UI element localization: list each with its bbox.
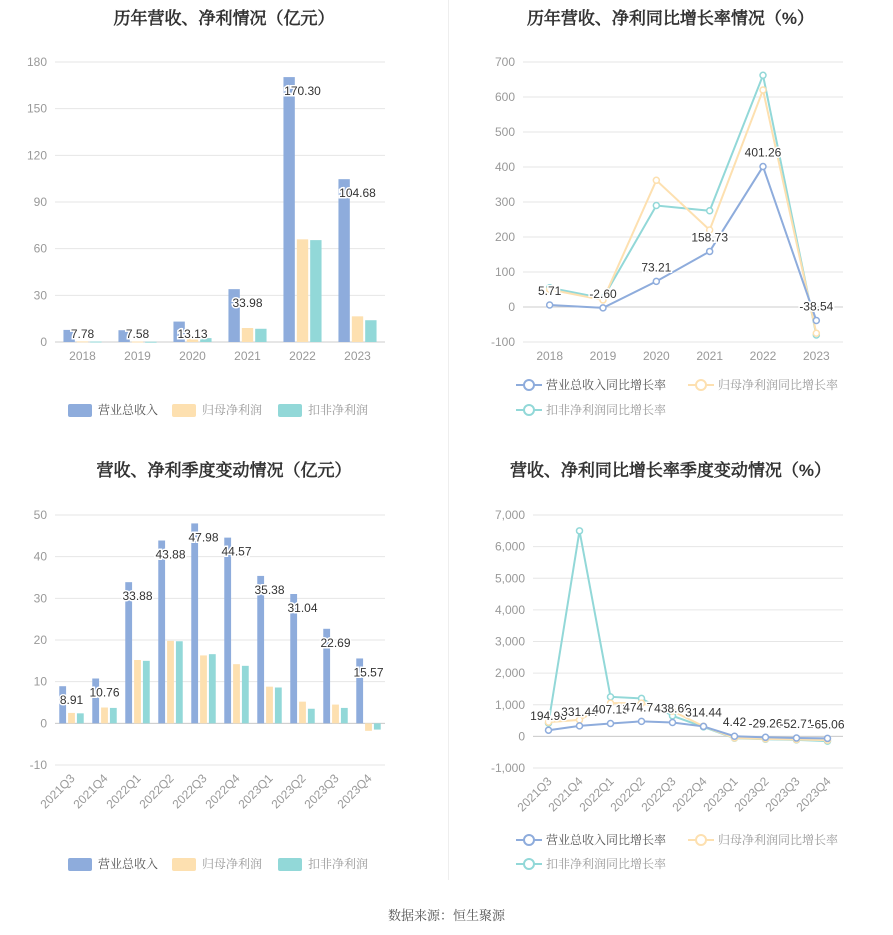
y-tick-label: 0: [508, 300, 515, 314]
bar-deducted: [209, 654, 216, 723]
bar-parent: [132, 342, 143, 343]
bar-revenue: [257, 576, 264, 723]
data-label: 407.15: [592, 702, 629, 717]
data-label: -52.71: [779, 717, 814, 732]
x-tick-label: 2021Q4: [70, 771, 111, 812]
bar-deducted: [255, 329, 266, 342]
point-revenue: [600, 305, 606, 311]
bar-deducted: [90, 342, 101, 343]
legend-label-revenue: 营业总收入: [98, 857, 159, 871]
legend-swatch-deducted: [278, 858, 302, 871]
point-deducted: [577, 528, 583, 534]
x-tick-label: 2022Q1: [576, 774, 617, 815]
x-tick-label: 2020: [642, 349, 670, 363]
data-label: -65.06: [810, 717, 845, 732]
chart-title: 营收、净利季度变动情况（亿元）: [96, 461, 352, 480]
y-tick-label: 5,000: [494, 571, 525, 586]
point-revenue: [639, 718, 645, 724]
x-tick-label: 2021Q3: [514, 774, 555, 815]
data-label: 15.57: [353, 665, 384, 680]
data-label: 314.44: [685, 705, 722, 720]
bar-deducted: [365, 320, 376, 342]
data-label: -2.60: [589, 286, 617, 301]
chart-title: 历年营收、净利同比增长率情况（%）: [526, 9, 815, 28]
data-label: 7.78: [70, 327, 95, 341]
chart-title: 营收、净利同比增长率季度变动情况（%）: [509, 461, 832, 480]
point-parent: [760, 87, 766, 93]
legend-label-parent: 归母净利润同比增长率: [718, 378, 839, 392]
x-tick-label: 2022Q1: [103, 771, 144, 812]
bar-deducted: [77, 713, 84, 723]
x-tick-label: 2023: [344, 349, 371, 363]
bar-parent: [200, 655, 207, 723]
chart-quarterly-amount-svg: [0, 450, 448, 890]
y-tick-label: -1,000: [490, 761, 525, 775]
bar-parent: [68, 713, 75, 723]
legend-label-parent: 归母净利润同比增长率: [718, 833, 839, 847]
bar-parent: [365, 723, 372, 731]
point-revenue: [707, 248, 713, 254]
data-label: 35.38: [254, 582, 285, 597]
legend-label-deducted: 扣非净利润同比增长率: [546, 857, 667, 871]
bar-parent: [352, 316, 363, 342]
chart-annual-amount-svg: [0, 0, 448, 430]
data-label: 104.68: [339, 186, 376, 201]
y-tick-label: 200: [494, 230, 515, 244]
chart-quarterly-amount: [0, 450, 448, 890]
bar-revenue: [283, 77, 294, 342]
data-label: 47.98: [188, 530, 219, 545]
data-source: 数据来源：恒生聚源: [387, 908, 505, 923]
data-label: 4.42: [722, 715, 747, 730]
x-tick-label: 2023Q3: [301, 771, 342, 812]
point-revenue: [701, 723, 707, 729]
x-tick-label: 2023Q1: [700, 774, 741, 815]
legend-label-deducted: 扣非净利润同比增长率: [546, 403, 667, 417]
y-tick-label: 60: [33, 241, 47, 256]
legend-swatch-parent: [172, 858, 196, 871]
y-tick-label: 0: [40, 335, 47, 349]
y-tick-label: 3,000: [494, 634, 525, 649]
chart-quarterly-growth: [448, 450, 893, 890]
x-tick-label: 2022Q3: [169, 771, 210, 812]
point-revenue: [732, 733, 738, 739]
bar-deducted: [341, 708, 348, 723]
point-revenue: [547, 302, 553, 308]
data-label: 31.04: [287, 601, 318, 615]
data-label: 158.73: [691, 230, 729, 245]
x-tick-label: 2019: [124, 349, 151, 363]
x-tick-label: 2018: [536, 349, 564, 363]
data-label: 44.57: [221, 544, 252, 559]
data-label: 33.98: [232, 296, 263, 311]
chart-annual-growth-svg: [448, 0, 893, 430]
bar-parent: [297, 239, 308, 342]
bar-deducted: [110, 708, 117, 723]
bar-deducted: [275, 688, 282, 724]
y-tick-label: 40: [33, 549, 47, 564]
y-tick-label: 10: [33, 674, 47, 689]
x-tick-label: 2023Q2: [731, 774, 772, 815]
data-label: 13.13: [177, 327, 208, 341]
bar-revenue: [191, 523, 198, 723]
data-label: 73.21: [641, 260, 672, 275]
x-tick-label: 2023: [802, 349, 830, 363]
y-tick-label: 50: [33, 508, 47, 522]
point-deducted: [707, 208, 713, 214]
legend-marker-parent: [696, 835, 706, 845]
point-parent: [813, 330, 819, 336]
x-tick-label: 2022: [749, 349, 777, 363]
x-tick-label: 2021Q3: [37, 771, 78, 812]
bar-deducted: [143, 661, 150, 724]
y-tick-label: 90: [33, 195, 47, 209]
bar-parent: [167, 641, 174, 724]
y-tick-label: 120: [26, 148, 47, 163]
x-tick-label: 2022: [289, 349, 316, 363]
legend-swatch-revenue: [68, 404, 92, 417]
x-tick-label: 2023Q1: [235, 771, 276, 812]
x-tick-label: 2021Q4: [545, 774, 586, 815]
data-label: 7.58: [125, 327, 150, 341]
data-label: -38.54: [799, 299, 834, 314]
data-label: 438.66: [654, 701, 691, 716]
data-label: 194.96: [530, 709, 567, 724]
point-revenue: [763, 734, 769, 740]
bar-deducted: [374, 723, 381, 729]
legend-marker-revenue: [524, 835, 534, 845]
y-tick-label: 20: [33, 633, 47, 647]
x-tick-label: 2022Q4: [202, 771, 243, 812]
chart-quarterly-growth-svg: [448, 450, 893, 890]
point-deducted: [653, 203, 659, 209]
y-tick-label: 300: [494, 195, 515, 209]
legend-marker-deducted: [524, 859, 534, 869]
bar-deducted: [242, 666, 249, 724]
chart-annual-amount: [0, 0, 448, 430]
data-label: -29.26: [748, 716, 783, 731]
bar-parent: [233, 664, 240, 723]
bar-parent: [299, 702, 306, 724]
data-label: 170.30: [284, 84, 321, 99]
y-tick-label: 7,000: [494, 508, 525, 522]
bar-parent: [266, 687, 273, 724]
x-tick-label: 2019: [589, 349, 617, 363]
legend-label-revenue: 营业总收入同比增长率: [546, 378, 667, 392]
y-tick-label: 150: [26, 101, 47, 116]
legend-label-deducted: 扣非净利润: [308, 857, 369, 871]
data-label: 33.88: [122, 589, 153, 604]
legend-label-parent: 归母净利润: [202, 403, 263, 417]
y-tick-label: 6,000: [494, 539, 525, 554]
x-tick-label: 2021: [234, 349, 261, 363]
bar-parent: [101, 708, 108, 724]
x-tick-label: 2023Q2: [268, 771, 309, 812]
x-tick-label: 2023Q4: [793, 774, 834, 815]
point-parent: [653, 177, 659, 183]
legend-label-parent: 归母净利润: [202, 857, 263, 871]
y-tick-label: 600: [494, 90, 515, 104]
y-tick-label: 100: [494, 265, 515, 279]
y-tick-label: 30: [33, 288, 47, 303]
legend-label-revenue: 营业总收入同比增长率: [546, 833, 667, 847]
y-tick-label: 700: [494, 55, 515, 69]
x-tick-label: 2020: [179, 349, 206, 363]
bar-parent: [242, 328, 253, 342]
legend-label-deducted: 扣非净利润: [308, 403, 369, 417]
y-tick-label: -100: [490, 335, 515, 349]
bar-parent: [77, 341, 88, 342]
chart-annual-growth: [448, 0, 893, 430]
x-tick-label: 2021: [696, 349, 724, 363]
point-revenue: [813, 317, 819, 323]
legend-swatch-parent: [172, 404, 196, 417]
bar-revenue: [338, 179, 349, 342]
bar-deducted: [145, 342, 156, 343]
bar-revenue: [158, 541, 165, 724]
bar-deducted: [308, 709, 315, 724]
legend-marker-revenue: [524, 380, 534, 390]
data-label: 22.69: [320, 635, 351, 650]
y-tick-label: 4,000: [494, 602, 525, 617]
bar-revenue: [125, 582, 132, 723]
y-tick-label: 180: [26, 55, 47, 69]
bar-deducted: [176, 641, 183, 723]
legend-swatch-deducted: [278, 404, 302, 417]
data-label: 8.91: [59, 693, 84, 708]
data-label: 5.71: [537, 284, 562, 299]
point-revenue: [577, 723, 583, 729]
point-revenue: [825, 735, 831, 741]
y-tick-label: 0: [40, 716, 47, 731]
x-tick-label: 2023Q3: [762, 774, 803, 815]
y-tick-label: 0: [518, 729, 525, 744]
point-revenue: [608, 720, 614, 726]
x-tick-label: 2022Q2: [136, 771, 177, 812]
y-tick-label: -10: [29, 758, 47, 772]
point-revenue: [794, 735, 800, 741]
point-revenue: [653, 278, 659, 284]
point-deducted: [760, 72, 766, 78]
data-label: 10.76: [89, 685, 120, 700]
y-tick-label: 400: [494, 160, 515, 174]
x-tick-label: 2018: [69, 349, 96, 363]
y-tick-label: 1,000: [494, 697, 525, 712]
x-tick-label: 2023Q4: [334, 771, 375, 812]
y-tick-label: 500: [494, 125, 515, 139]
x-tick-label: 2022Q3: [638, 774, 679, 815]
legend-marker-deducted: [524, 405, 534, 415]
chart-title: 历年营收、净利情况（亿元）: [113, 9, 335, 28]
bar-parent: [134, 660, 141, 723]
point-revenue: [760, 164, 766, 170]
data-label: 331.44: [561, 704, 598, 719]
point-deducted: [608, 694, 614, 700]
point-revenue: [670, 720, 676, 726]
legend-label-revenue: 营业总收入: [98, 403, 159, 417]
data-label: 43.88: [155, 547, 186, 562]
x-tick-label: 2022Q4: [669, 774, 710, 815]
bar-deducted: [310, 240, 321, 342]
y-tick-label: 2,000: [494, 666, 525, 681]
bar-parent: [332, 705, 339, 724]
point-revenue: [546, 727, 552, 733]
legend-swatch-revenue: [68, 858, 92, 871]
data-label: 474.74: [623, 700, 660, 715]
data-label: 401.26: [744, 145, 782, 160]
bar-revenue: [224, 538, 231, 724]
y-tick-label: 30: [33, 591, 47, 606]
x-tick-label: 2022Q2: [607, 774, 648, 815]
legend-marker-parent: [696, 380, 706, 390]
